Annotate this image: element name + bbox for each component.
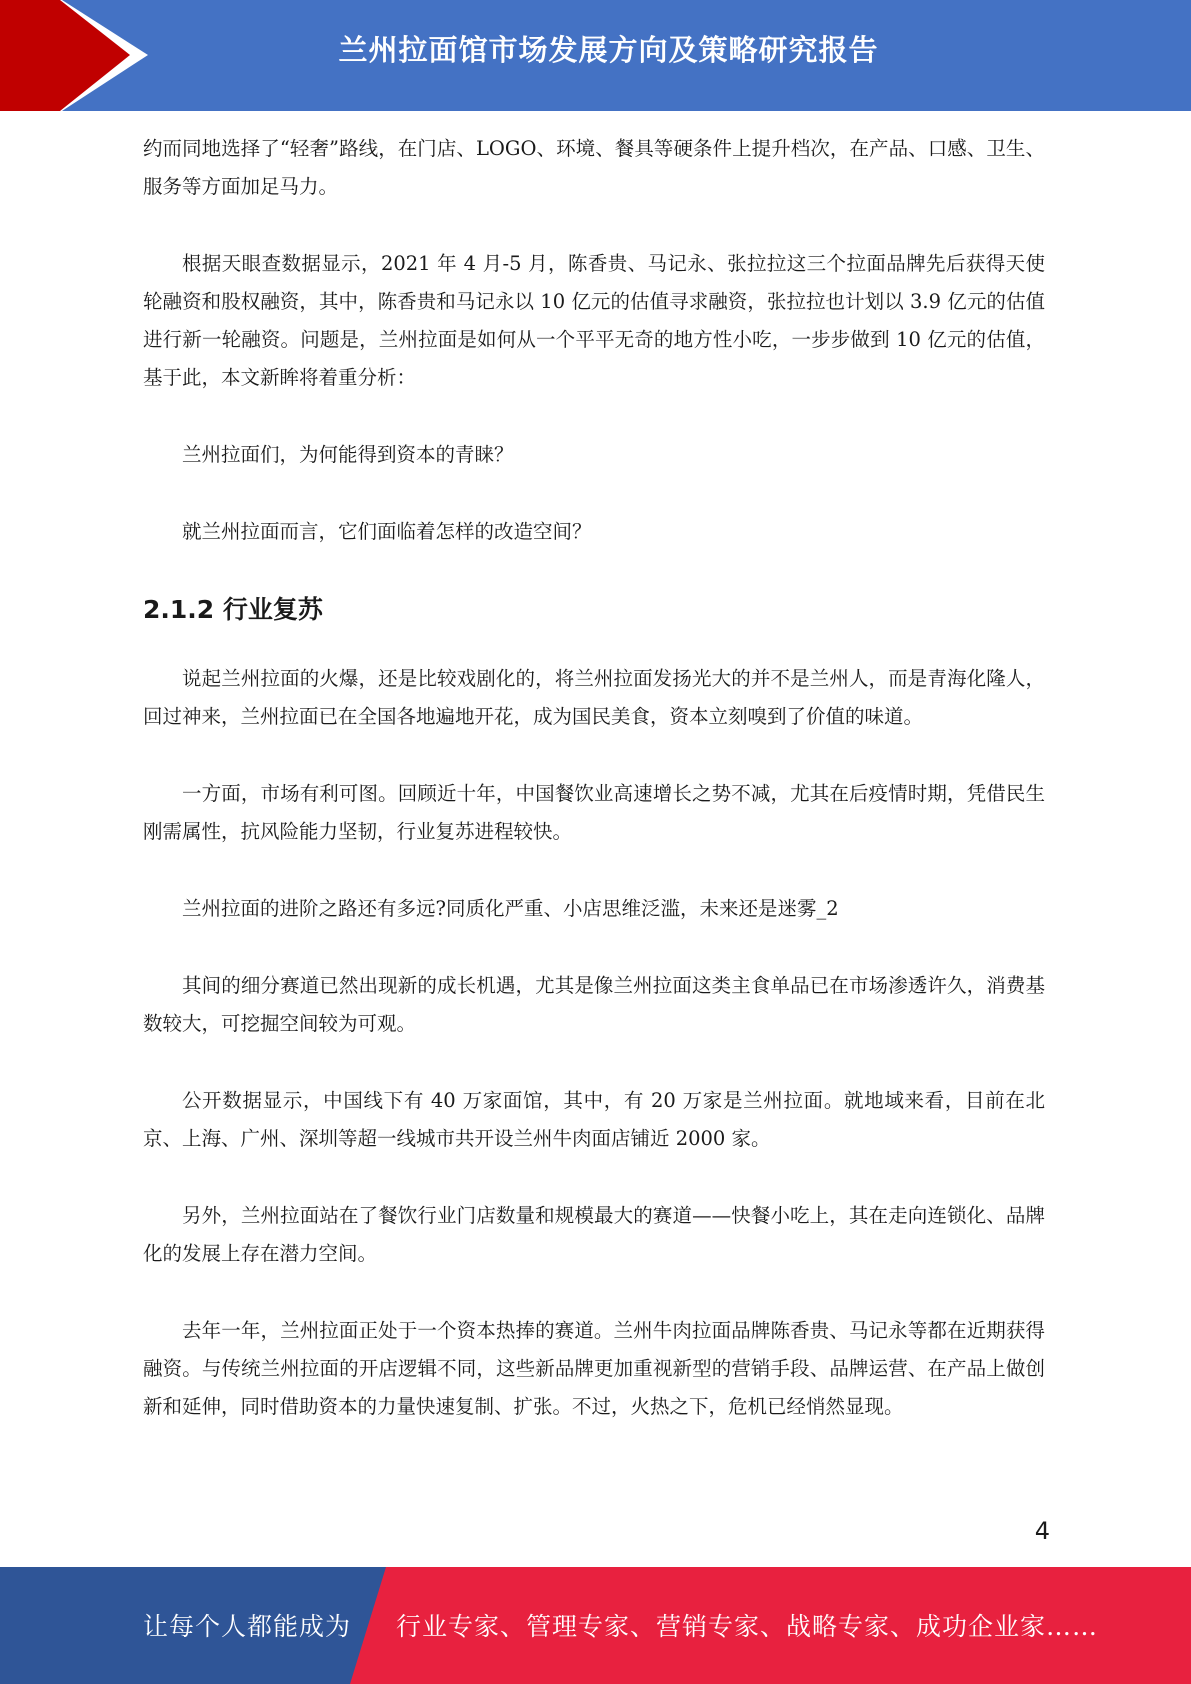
paragraph: 另外，兰州拉面站在了餐饮行业门店数量和规模最大的赛道——快餐小吃上，其在走向连锁化、品牌化的发展上存在潜力空间。 xyxy=(143,1204,1045,1265)
paragraph: 一方面，市场有利可图。回顾近十年，中国餐饮业高速增长之势不减，尤其在后疫情时期，凭借民生刚需属性，抗风险能力坚韧，行业复苏进程较快。 xyxy=(143,782,1045,843)
document-title: 兰州拉面馆市场发展方向及策略研究报告 xyxy=(338,33,879,67)
paragraph: 就兰州拉面而言，它们面临着怎样的改造空间？ xyxy=(182,520,592,543)
paragraph: 兰州拉面的进阶之路还有多远?同质化严重、小店思维泛滥，未来还是迷雾_2 xyxy=(182,897,839,920)
page-content xyxy=(143,130,1045,1465)
section-heading: 2.1.2 行业复苏 xyxy=(143,595,323,624)
footer-banner xyxy=(0,1567,1191,1684)
footer-slogan-right: 行业专家、管理专家、营销专家、战略专家、成功企业家…… xyxy=(396,1612,1099,1641)
paragraph: 公开数据显示，中国线下有 40 万家面馆，其中，有 20 万家是兰州拉面。就地域来看，目前在北京、上海、广州、深圳等超一线城市共开设兰州牛肉面店铺近 2000 家。 xyxy=(143,1089,1045,1150)
page-number: 4 xyxy=(1034,1517,1050,1545)
paragraph: 其间的细分赛道已然出现新的成长机遇，尤其是像兰州拉面这类主食单品已在市场渗透许久，消费基数较大，可挖掘空间较为可观。 xyxy=(143,974,1045,1035)
paragraph: 去年一年，兰州拉面正处于一个资本热捧的赛道。兰州牛肉拉面品牌陈香贵、马记永等都在近期获得融资。与传统兰州拉面的开店逻辑不同，这些新品牌更加重视新型的营销手段、品牌运营、在产品上做创新和延伸，同时借助资本的力量快速复制、扩张。不过，火热之下，危机已经悄然显现。 xyxy=(143,1319,1045,1418)
paragraph: 约而同地选择了“轻奢”路线，在门店、LOGO、环境、餐具等硬条件上提升档次，在产品、口感、卫生、服务等方面加足马力。 xyxy=(143,137,1045,198)
paragraph: 兰州拉面们，为何能得到资本的青睐？ xyxy=(182,443,514,466)
header-banner xyxy=(0,0,1191,111)
footer-slogan-left: 让每个人都能成为 xyxy=(143,1612,352,1641)
paragraph: 根据天眼查数据显示，2021 年 4 月-5 月，陈香贵、马记永、张拉拉这三个拉面品牌先后获得天使轮融资和股权融资，其中，陈香贵和马记永以 10 亿元的估值寻求融资，张拉拉也计划以 3.9 亿元的估值进行新一轮融资。问题是，兰州拉面是如何从一个平平无奇的地方性小吃，一步步做到 10 亿元的估值，基于此，本文新眸将着重分析： xyxy=(143,252,1045,389)
paragraph: 说起兰州拉面的火爆，还是比较戏剧化的，将兰州拉面发扬光大的并不是兰州人，而是青海化隆人，回过神来，兰州拉面已在全国各地遍地开花，成为国民美食，资本立刻嗅到了价值的味道。 xyxy=(143,667,1045,728)
